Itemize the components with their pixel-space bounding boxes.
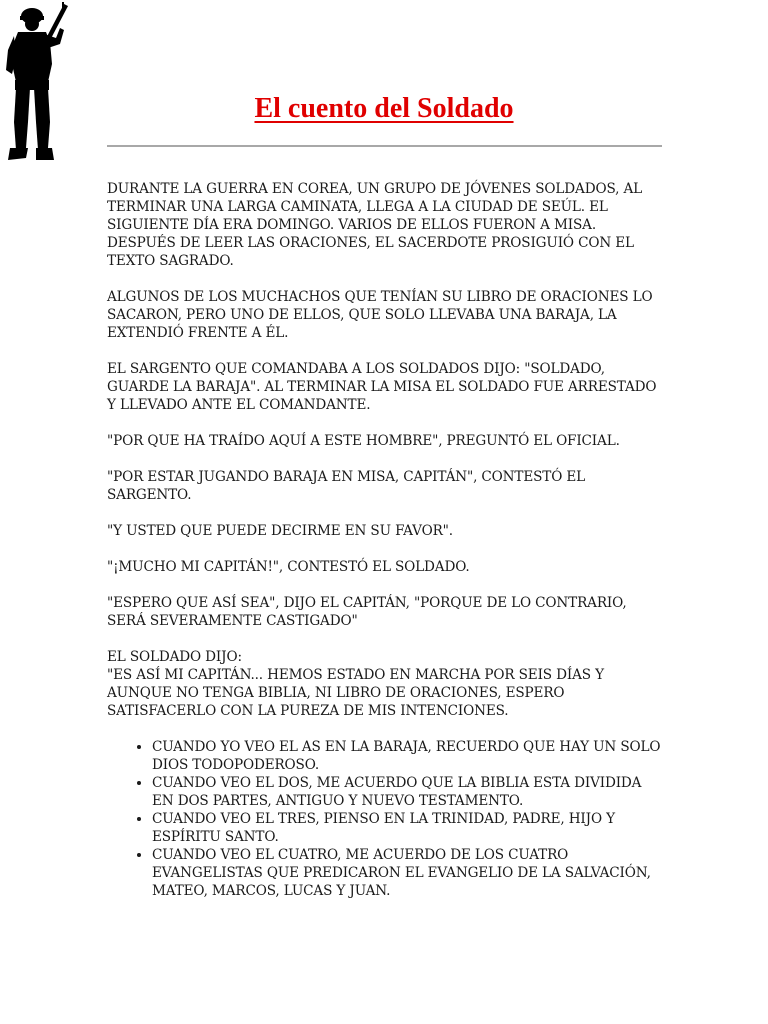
list-item: • CUANDO VEO EL TRES, PIENSO EN LA TRINIDAD, PADRE, HIJO Y ESPÍRITU SANTO.	[152, 810, 667, 846]
paragraph: DURANTE LA GUERRA EN COREA, UN GRUPO DE JÓVENES SOLDADOS, AL TERMINAR UNA LARGA CAMINATA, LLEGA A LA CIUDAD DE SEÚL. EL SIGUIENTE DÍA ERA DOMINGO. VARIOS DE ELLOS FUERON A MISA. DESPUÉS DE LEER LAS ORACIONES, EL SACERDOTE PROSIGUIÓ CON EL TEXTO SAGRADO.	[107, 181, 643, 269]
paragraph: EL SARGENTO QUE COMANDABA A LOS SOLDADOS DIJO: "SOLDADO, GUARDE LA BARAJA". AL TERMINAR LA MISA EL SOLDADO FUE ARRESTADO Y LLEVADO ANTE EL COMANDANTE.	[107, 361, 657, 413]
title-divider	[107, 145, 662, 147]
list-item: • CUANDO YO VEO EL AS EN LA BARAJA, RECUERDO QUE HAY UN SOLO DIOS TODOPODEROSO.	[152, 738, 667, 774]
card-meaning-list	[107, 738, 667, 900]
paragraph: "¡MUCHO MI CAPITÁN!", CONTESTÓ EL SOLDADO.	[107, 559, 470, 575]
paragraph: "Y USTED QUE PUEDE DECIRME EN SU FAVOR".	[107, 523, 453, 539]
soldier-speech-paragraph	[107, 648, 667, 720]
paragraph: "POR ESTAR JUGANDO BARAJA EN MISA, CAPITÁN", CONTESTÓ EL SARGENTO.	[107, 469, 586, 503]
page-title: El cuento del Soldado	[254, 93, 514, 124]
soldier-speech: "ES ASÍ MI CAPITÁN... HEMOS ESTADO EN MARCHA POR SEIS DÍAS Y AUNQUE NO TENGA BIBLIA, NI LIBRO DE ORACIONES, ESPERO SATISFACERLO CON LA PUREZA DE MIS INTENCIONES.	[107, 667, 604, 719]
soldier-silhouette-icon	[2, 2, 70, 162]
list-item: • CUANDO VEO EL DOS, ME ACUERDO QUE LA BIBLIA ESTA DIVIDIDA EN DOS PARTES, ANTIGUO Y NUEVO TESTAMENTO.	[152, 774, 667, 810]
list-item: • CUANDO VEO EL CUATRO, ME ACUERDO DE LOS CUATRO EVANGELISTAS QUE PREDICARON EL EVANGELIO DE LA SALVACIÓN, MATEO, MARCOS, LUCAS Y JUAN.	[152, 846, 667, 900]
soldier-intro: EL SOLDADO DIJO:	[107, 649, 242, 665]
paragraph: ALGUNOS DE LOS MUCHACHOS QUE TENÍAN SU LIBRO DE ORACIONES LO SACARON, PERO UNO DE ELLOS, QUE SOLO LLEVABA UNA BARAJA, LA EXTENDIÓ FRENTE A ÉL.	[107, 289, 653, 341]
paragraph: "ESPERO QUE ASÍ SEA", DIJO EL CAPITÁN, "PORQUE DE LO CONTRARIO, SERÁ SEVERAMENTE CASTIGADO"	[107, 595, 627, 629]
story-body	[107, 180, 667, 900]
paragraph: "POR QUE HA TRAÍDO AQUÍ A ESTE HOMBRE", PREGUNTÓ EL OFICIAL.	[107, 433, 620, 449]
